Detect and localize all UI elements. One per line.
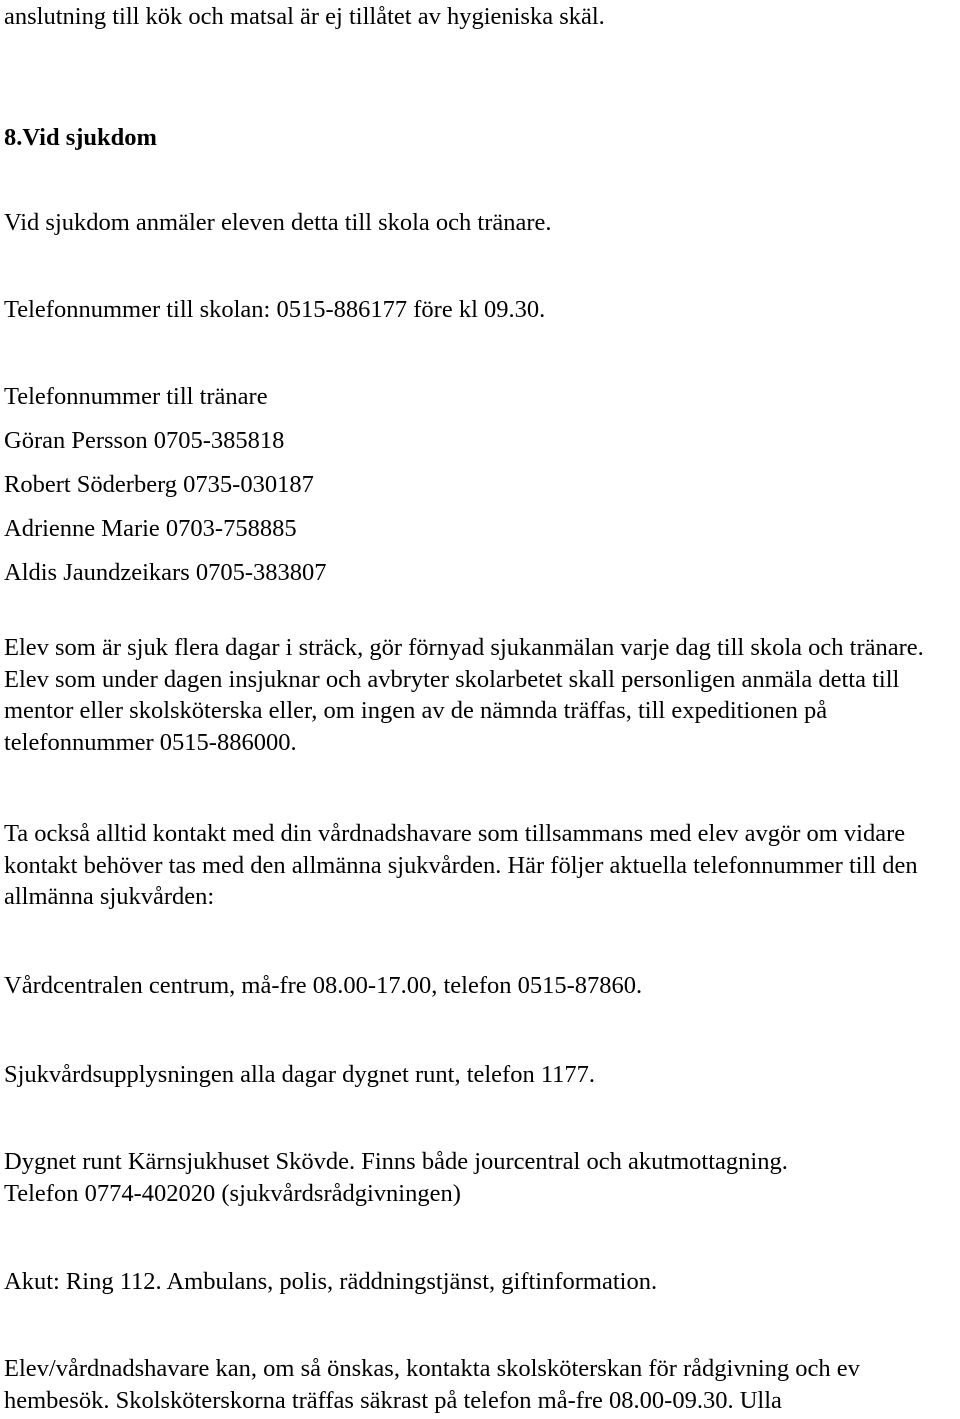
- school-phone-line: Telefonnummer till skolan: 0515-886177 före kl 09.30.: [4, 296, 546, 323]
- coach-item: Göran Persson 0705-385818: [4, 427, 285, 454]
- paragraph-illness: Elev som är sjuk flera dagar i sträck, gör förnyad sjukanmälan varje dag till skola och tränare. Elev som under dagen insjuknar och avbryter skolarbetet skall personligen anmäla detta till mentor eller skolsköterska eller, om ingen av de nämnda träffas, till expeditionen på telefonnummer 0515-886000.: [4, 634, 924, 756]
- paragraph-contact: Ta också alltid kontakt med din vårdnadshavare som tillsammans med elev avgör om vidare kontakt behöver tas med den allmänna sjukvården. Här följer aktuella telefonnummer till den allmänna sjukvården:: [4, 820, 918, 910]
- vardcentralen-line: Vårdcentralen centrum, må-fre 08.00-17.00, telefon 0515-87860.: [4, 972, 643, 999]
- sjukvardsupplysningen-line: Sjukvårdsupplysningen alla dagar dygnet runt, telefon 1177.: [4, 1061, 596, 1088]
- section-heading: 8.Vid sjukdom: [4, 124, 157, 151]
- report-line: Vid sjukdom anmäler eleven detta till skola och tränare.: [4, 209, 552, 236]
- coach-heading: Telefonnummer till tränare: [4, 383, 268, 410]
- akut-line: Akut: Ring 112. Ambulans, polis, räddningstjänst, giftinformation.: [4, 1268, 658, 1295]
- coach-item: Adrienne Marie 0703-758885: [4, 515, 297, 542]
- karnsjukhuset-phone-line: Telefon 0774-402020 (sjukvårdsrådgivningen): [4, 1180, 461, 1207]
- coach-item: Robert Söderberg 0735-030187: [4, 471, 314, 498]
- final-paragraph: Elev/vårdnadshavare kan, om så önskas, kontakta skolsköterskan för rådgivning och ev hembesök. Skolsköterskorna träffas säkrast på telefon må-fre 08.00-09.30. Ulla: [4, 1355, 860, 1414]
- karnsjukhuset-line: Dygnet runt Kärnsjukhuset Skövde. Finns både jourcentral och akutmottagning.: [4, 1148, 788, 1175]
- coach-item: Aldis Jaundzeikars 0705-383807: [4, 559, 327, 586]
- intro-line: anslutning till kök och matsal är ej tillåtet av hygieniska skäl.: [4, 3, 605, 30]
